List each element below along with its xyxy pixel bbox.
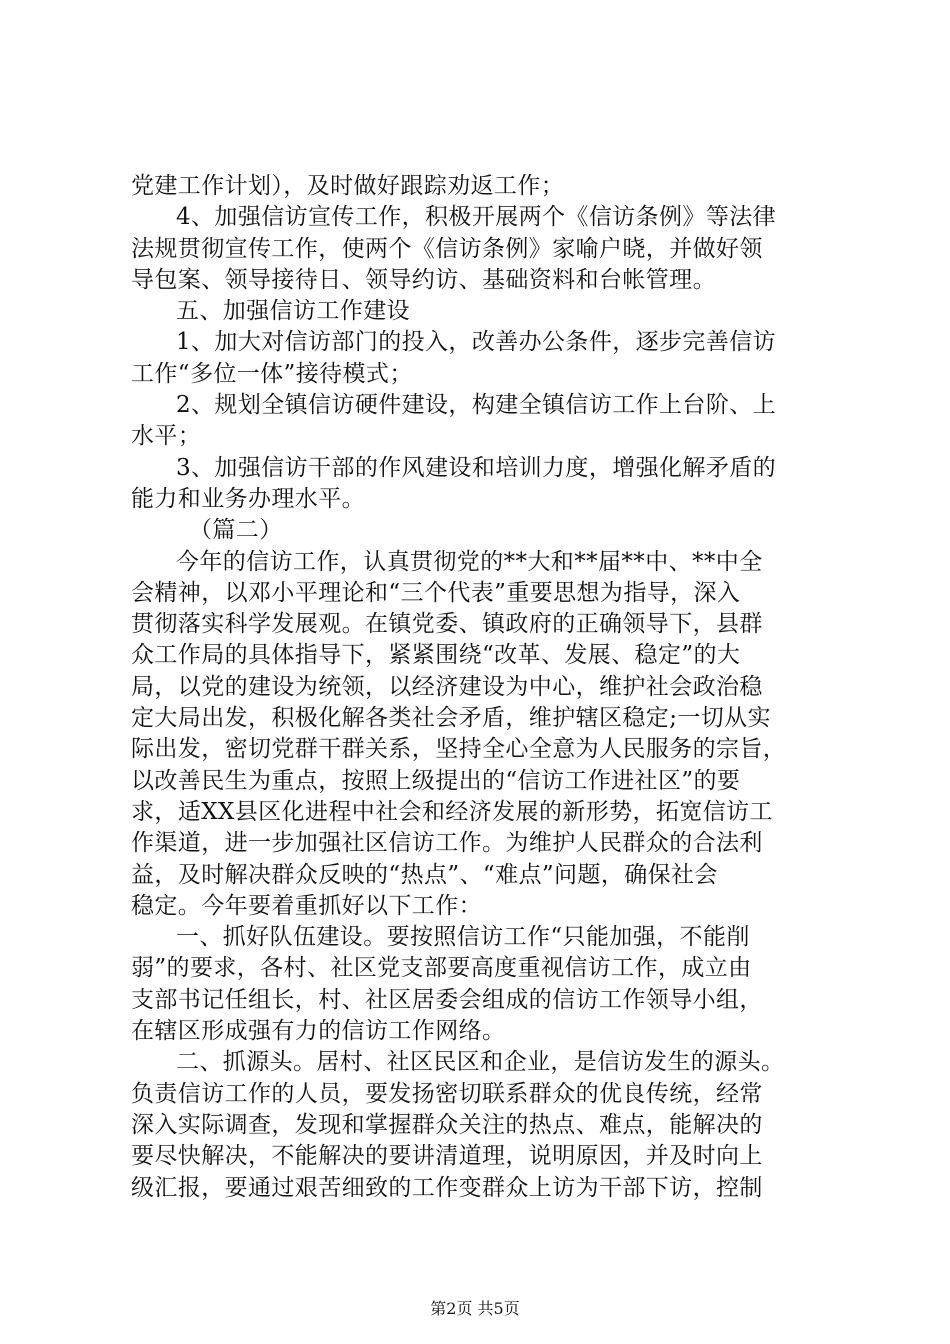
text-line: 定大局出发，积极化解各类社会矛盾，维护辖区稳定;一切从实 (131, 705, 771, 732)
text-line: 要尽快解决，不能解决的要讲清道理，说明原因，并及时向上 (131, 1143, 763, 1170)
text-line: 法规贯彻宣传工作，使两个《信访条例》家喻户晓，并做好领 (131, 235, 763, 262)
text-line: 二、抓源头。居村、社区民区和企业，是信访发生的源头。 (176, 1049, 785, 1076)
text-line: 支部书记任组长，村、社区居委会组成的信访工作领导小组， (131, 986, 763, 1013)
text-line: 导包案、领导接待日、领导约访、基础资料和台帐管理。 (131, 266, 716, 293)
text-line: 贯彻落实科学发展观。在镇党委、镇政府的正确领导下，县群 (131, 611, 763, 638)
text-line: 2、规划全镇信访硬件建设，构建全镇信访工作上台阶、上 (176, 392, 777, 419)
text-line: 今年的信访工作，认真贯彻党的**大和**届**中、**中全 (176, 548, 763, 575)
text-line: 稳定。今年要着重抓好以下工作： (131, 892, 482, 919)
text-line: 众工作局的具体指导下，紧紧围绕“改革、发展、稳定”的大 (131, 642, 741, 669)
text-line: 益，及时解决群众反映的“热点”、“难点”问题，确保社会 (131, 861, 718, 888)
text-line: 负责信访工作的人员，要发扬密切联系群众的优良传统，经常 (131, 1080, 763, 1107)
text-line: 作渠道，进一步加强社区信访工作。为维护人民群众的合法利 (131, 830, 763, 857)
text-line: 水平； (131, 423, 202, 450)
text-line: 会精神，以邓小平理论和“三个代表”重要思想为指导，深入 (131, 579, 741, 606)
text-line: 级汇报，要通过艰苦细致的工作变群众上访为干部下访，控制 (131, 1174, 763, 1201)
text-line: 工作“多位一体”接待模式； (131, 360, 413, 387)
text-line: 际出发，密切党群干群关系，坚持全心全意为人民服务的宗旨， (131, 736, 787, 763)
text-line: 党建工作计划），及时做好跟踪劝返工作； (131, 173, 565, 199)
text-line: （篇二） (189, 517, 283, 544)
text-line: 在辖区形成强有力的信访工作网络。 (131, 1018, 506, 1045)
text-line: 以改善民生为重点，按照上级提出的“信访工作进社区”的要 (131, 767, 741, 794)
text-line: 能力和业务办理水平。 (131, 485, 365, 512)
text-line: 深入实际调查，发现和掌握群众关注的热点、难点，能解决的 (131, 1111, 763, 1138)
text-line: 弱”的要求，各村、社区党支部要高度重视信访工作，成立由 (131, 955, 752, 982)
text-line: 1、加大对信访部门的投入，改善办公条件，逐步完善信访 (176, 329, 777, 356)
page-footer: 第2页 共5页 (430, 1299, 520, 1318)
text-line: 求，适XX县区化进程中社会和经济发展的新形势，拓宽信访工 (131, 798, 773, 825)
text-line: 一、抓好队伍建设。要按照信访工作“只能加强，不能削 (176, 924, 750, 951)
text-line: 4、加强信访宣传工作，积极开展两个《信访条例》等法律 (176, 204, 777, 231)
text-line: 五、加强信访工作建设 (176, 298, 410, 325)
text-line: 局，以党的建设为统领，以经济建设为中心，维护社会政治稳 (131, 673, 763, 700)
text-line: 3、加强信访干部的作风建设和培训力度，增强化解矛盾的 (176, 454, 777, 481)
document-body (131, 171, 831, 1204)
